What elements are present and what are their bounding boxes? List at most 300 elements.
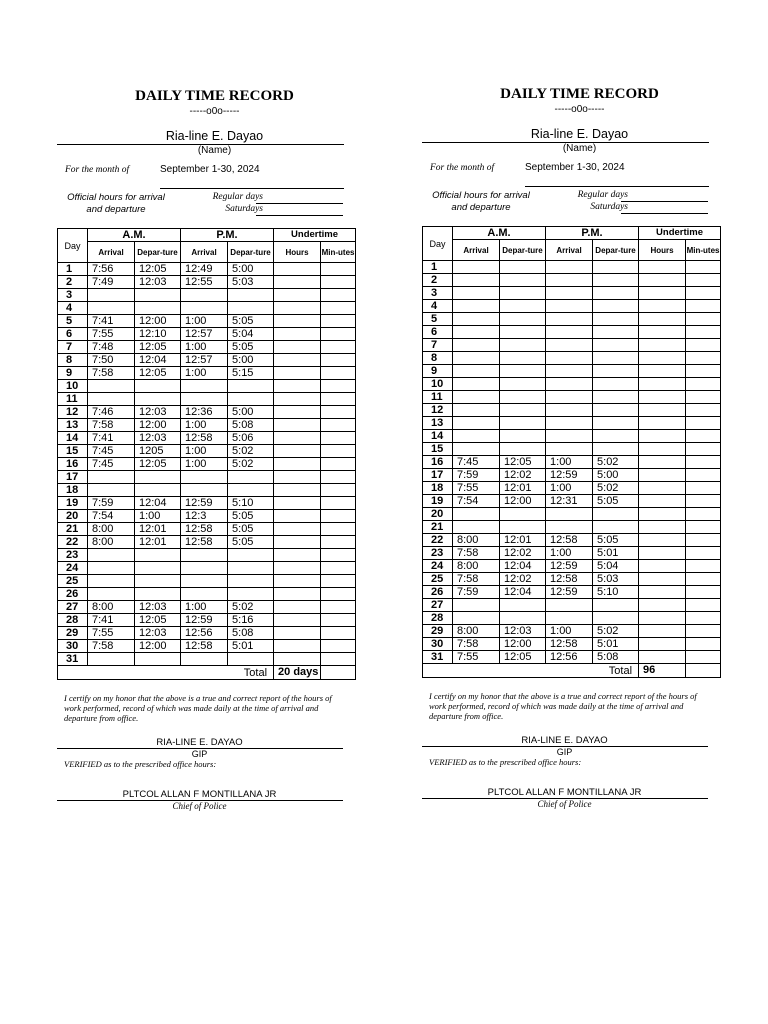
undertime-minutes bbox=[321, 354, 356, 367]
am-departure bbox=[500, 391, 546, 404]
undertime-minutes bbox=[686, 391, 721, 404]
am-departure bbox=[500, 417, 546, 430]
table-row bbox=[423, 573, 721, 586]
am-departure bbox=[500, 612, 546, 625]
am-arrival bbox=[88, 653, 135, 666]
pm-departure: 5:08 bbox=[228, 627, 274, 640]
pm-arrival: 1:00 bbox=[181, 458, 228, 471]
pm-departure bbox=[593, 443, 639, 456]
am-departure bbox=[500, 261, 546, 274]
undertime-minutes bbox=[686, 573, 721, 586]
undertime-minutes bbox=[686, 599, 721, 612]
am-departure: 12:01 bbox=[500, 482, 546, 495]
am-arrival bbox=[453, 599, 500, 612]
am-arrival: 7:46 bbox=[88, 406, 135, 419]
pm-arrival bbox=[546, 430, 593, 443]
pm-departure bbox=[593, 313, 639, 326]
total-label: Total bbox=[58, 666, 274, 680]
am-departure bbox=[500, 300, 546, 313]
pm-departure bbox=[228, 302, 274, 315]
undertime-minutes bbox=[321, 432, 356, 445]
verified-text: VERIFIED as to the prescribed office hours: bbox=[429, 757, 582, 767]
am-arrival bbox=[88, 302, 135, 315]
certification-text: I certify on my honor that the above is a true and correct report of the hours of work performed, record of which was made daily at the time of arrival and departure from office. bbox=[429, 691, 697, 721]
am-arrival bbox=[453, 417, 500, 430]
am-arrival bbox=[453, 300, 500, 313]
pm-departure bbox=[593, 404, 639, 417]
undertime-hours bbox=[639, 534, 686, 547]
table-row bbox=[58, 276, 356, 289]
day-number: 27 bbox=[423, 599, 453, 612]
pm-arrival: 12:58 bbox=[546, 638, 593, 651]
undertime-hours bbox=[274, 497, 321, 510]
pm-arrival bbox=[181, 575, 228, 588]
day-number: 17 bbox=[58, 471, 88, 484]
regular-days-label: Regular days bbox=[212, 192, 263, 202]
month-value: September 1-30, 2024 bbox=[525, 162, 625, 173]
pm-arrival bbox=[546, 508, 593, 521]
pm-arrival: 12:57 bbox=[181, 354, 228, 367]
am-departure: 12:02 bbox=[500, 547, 546, 560]
pm-arrival: 12:58 bbox=[181, 523, 228, 536]
undertime-hours bbox=[274, 419, 321, 432]
am-departure: 12:05 bbox=[135, 341, 181, 354]
undertime-minutes bbox=[321, 497, 356, 510]
day-number: 12 bbox=[58, 406, 88, 419]
undertime-hours bbox=[274, 367, 321, 380]
day-number: 27 bbox=[58, 601, 88, 614]
undertime-minutes bbox=[686, 586, 721, 599]
am-arrival: 7:50 bbox=[88, 354, 135, 367]
pm-arrival: 1:00 bbox=[546, 456, 593, 469]
pm-arrival bbox=[546, 326, 593, 339]
undertime-minutes bbox=[321, 562, 356, 575]
undertime-hours bbox=[639, 287, 686, 300]
am-departure: 12:05 bbox=[135, 614, 181, 627]
pm-arrival: 12:57 bbox=[181, 328, 228, 341]
table-row bbox=[58, 575, 356, 588]
table-row bbox=[423, 547, 721, 560]
header-am: A.M. bbox=[453, 227, 546, 240]
pm-departure: 5:02 bbox=[228, 601, 274, 614]
pm-arrival: 12:58 bbox=[546, 534, 593, 547]
pm-departure: 5:05 bbox=[593, 495, 639, 508]
time-record-table bbox=[57, 228, 356, 680]
pm-departure: 5:02 bbox=[228, 458, 274, 471]
am-arrival: 7:59 bbox=[88, 497, 135, 510]
am-departure: 12:05 bbox=[500, 651, 546, 664]
day-number: 14 bbox=[423, 430, 453, 443]
table-row bbox=[58, 354, 356, 367]
regular-days-line bbox=[621, 201, 708, 202]
pm-departure bbox=[228, 575, 274, 588]
am-arrival: 7:54 bbox=[88, 510, 135, 523]
undertime-minutes bbox=[321, 575, 356, 588]
pm-departure bbox=[593, 508, 639, 521]
am-departure: 12:02 bbox=[500, 573, 546, 586]
undertime-hours bbox=[274, 263, 321, 276]
pm-departure bbox=[228, 289, 274, 302]
pm-arrival bbox=[546, 300, 593, 313]
day-number: 31 bbox=[423, 651, 453, 664]
am-arrival: 7:58 bbox=[88, 367, 135, 380]
undertime-hours bbox=[274, 432, 321, 445]
pm-departure: 5:00 bbox=[228, 263, 274, 276]
am-arrival bbox=[453, 352, 500, 365]
header-pm: P.M. bbox=[546, 227, 639, 240]
am-departure bbox=[500, 274, 546, 287]
pm-arrival: 1:00 bbox=[181, 315, 228, 328]
am-arrival: 7:55 bbox=[453, 651, 500, 664]
pm-arrival: 12:36 bbox=[181, 406, 228, 419]
pm-arrival bbox=[181, 289, 228, 302]
am-arrival bbox=[453, 261, 500, 274]
am-departure bbox=[500, 313, 546, 326]
am-arrival: 7:59 bbox=[453, 469, 500, 482]
am-departure: 12:02 bbox=[500, 469, 546, 482]
pm-departure bbox=[593, 391, 639, 404]
undertime-hours bbox=[274, 588, 321, 601]
pm-arrival: 12:58 bbox=[181, 432, 228, 445]
table-row bbox=[423, 638, 721, 651]
day-number: 31 bbox=[58, 653, 88, 666]
undertime-hours bbox=[274, 289, 321, 302]
undertime-minutes bbox=[686, 482, 721, 495]
am-arrival bbox=[88, 588, 135, 601]
undertime-hours bbox=[639, 508, 686, 521]
am-arrival bbox=[88, 484, 135, 497]
pm-departure: 5:02 bbox=[593, 456, 639, 469]
undertime-hours bbox=[639, 521, 686, 534]
pm-arrival bbox=[546, 417, 593, 430]
pm-departure bbox=[593, 521, 639, 534]
title-ornament: -----o0o----- bbox=[189, 106, 240, 117]
day-number: 4 bbox=[58, 302, 88, 315]
header-am-departure: Depar-ture bbox=[135, 242, 181, 263]
undertime-minutes bbox=[321, 536, 356, 549]
header-day: Day bbox=[423, 227, 453, 261]
am-arrival: 7:49 bbox=[88, 276, 135, 289]
table-row bbox=[58, 601, 356, 614]
table-row bbox=[58, 523, 356, 536]
official-hours-label: Official hours for arrival and departure bbox=[432, 190, 530, 213]
day-number: 18 bbox=[58, 484, 88, 497]
pm-arrival bbox=[181, 653, 228, 666]
am-arrival: 7:59 bbox=[453, 586, 500, 599]
undertime-hours bbox=[274, 510, 321, 523]
table-row bbox=[58, 367, 356, 380]
am-arrival bbox=[453, 404, 500, 417]
day-number: 10 bbox=[423, 378, 453, 391]
header-pm: P.M. bbox=[181, 229, 274, 242]
name-caption: (Name) bbox=[197, 145, 232, 156]
am-arrival bbox=[453, 508, 500, 521]
day-number: 1 bbox=[423, 261, 453, 274]
undertime-minutes bbox=[321, 315, 356, 328]
undertime-hours bbox=[639, 651, 686, 664]
day-number: 10 bbox=[58, 380, 88, 393]
table-row bbox=[423, 469, 721, 482]
pm-departure: 5:04 bbox=[228, 328, 274, 341]
am-departure bbox=[500, 599, 546, 612]
am-departure bbox=[135, 289, 181, 302]
undertime-minutes bbox=[686, 534, 721, 547]
undertime-hours bbox=[639, 417, 686, 430]
pm-arrival: 1:00 bbox=[181, 601, 228, 614]
day-number: 22 bbox=[58, 536, 88, 549]
am-departure bbox=[135, 549, 181, 562]
pm-arrival bbox=[546, 365, 593, 378]
day-number: 3 bbox=[58, 289, 88, 302]
undertime-minutes bbox=[686, 638, 721, 651]
am-arrival bbox=[453, 443, 500, 456]
pm-departure bbox=[593, 378, 639, 391]
undertime-minutes bbox=[686, 495, 721, 508]
undertime-minutes bbox=[686, 430, 721, 443]
am-arrival: 8:00 bbox=[88, 601, 135, 614]
am-arrival: 7:55 bbox=[88, 627, 135, 640]
day-number: 11 bbox=[58, 393, 88, 406]
official-hours-row bbox=[422, 190, 722, 220]
am-arrival: 8:00 bbox=[453, 560, 500, 573]
pm-departure: 5:05 bbox=[228, 536, 274, 549]
am-departure: 12:10 bbox=[135, 328, 181, 341]
am-departure: 12:04 bbox=[135, 497, 181, 510]
pm-arrival: 12:59 bbox=[181, 497, 228, 510]
day-number: 23 bbox=[423, 547, 453, 560]
am-departure: 12:05 bbox=[135, 367, 181, 380]
official-hours-label: Official hours for arrival and departure bbox=[67, 192, 165, 215]
undertime-minutes bbox=[321, 627, 356, 640]
table-row bbox=[423, 287, 721, 300]
undertime-minutes bbox=[321, 263, 356, 276]
pm-arrival: 12:59 bbox=[546, 469, 593, 482]
undertime-minutes bbox=[686, 456, 721, 469]
pm-departure bbox=[593, 417, 639, 430]
undertime-minutes bbox=[321, 614, 356, 627]
am-arrival: 8:00 bbox=[453, 625, 500, 638]
saturdays-label: Saturdays bbox=[590, 202, 628, 212]
am-arrival: 7:58 bbox=[88, 419, 135, 432]
undertime-hours bbox=[639, 365, 686, 378]
pm-arrival bbox=[546, 352, 593, 365]
table-row bbox=[58, 458, 356, 471]
am-arrival bbox=[453, 521, 500, 534]
am-departure bbox=[500, 365, 546, 378]
am-departure bbox=[135, 302, 181, 315]
pm-arrival bbox=[546, 599, 593, 612]
table-row bbox=[58, 510, 356, 523]
pm-arrival: 12:55 bbox=[181, 276, 228, 289]
am-arrival: 7:54 bbox=[453, 495, 500, 508]
am-arrival: 8:00 bbox=[88, 523, 135, 536]
table-row bbox=[423, 651, 721, 664]
undertime-hours bbox=[639, 638, 686, 651]
undertime-minutes bbox=[686, 261, 721, 274]
am-departure bbox=[500, 508, 546, 521]
pm-departure: 5:02 bbox=[593, 482, 639, 495]
undertime-hours bbox=[639, 378, 686, 391]
pm-departure: 5:00 bbox=[228, 354, 274, 367]
table-row bbox=[58, 484, 356, 497]
am-departure bbox=[500, 443, 546, 456]
table-row bbox=[423, 482, 721, 495]
am-arrival bbox=[88, 471, 135, 484]
header-pm-arrival: Arrival bbox=[181, 242, 228, 263]
undertime-minutes bbox=[686, 469, 721, 482]
undertime-minutes bbox=[686, 547, 721, 560]
pm-departure: 5:10 bbox=[228, 497, 274, 510]
certification-text: I certify on my honor that the above is a true and correct report of the hours of work performed, record of which was made daily at the time of arrival and departure from office. bbox=[64, 693, 332, 723]
am-departure bbox=[500, 378, 546, 391]
signatory-name: RIA-LINE E. DAYAO bbox=[521, 735, 608, 746]
undertime-hours bbox=[639, 482, 686, 495]
undertime-minutes bbox=[321, 341, 356, 354]
undertime-hours bbox=[639, 573, 686, 586]
undertime-minutes bbox=[321, 471, 356, 484]
undertime-hours bbox=[274, 523, 321, 536]
undertime-hours bbox=[639, 456, 686, 469]
month-underline bbox=[160, 188, 344, 189]
table-row bbox=[58, 393, 356, 406]
header-undertime: Undertime bbox=[274, 229, 356, 242]
undertime-hours bbox=[639, 625, 686, 638]
am-departure: 12:00 bbox=[135, 640, 181, 653]
am-departure: 12:04 bbox=[500, 586, 546, 599]
dtr-title: DAILY TIME RECORD bbox=[135, 88, 294, 104]
pm-departure bbox=[228, 471, 274, 484]
am-departure: 12:01 bbox=[135, 536, 181, 549]
undertime-minutes bbox=[321, 549, 356, 562]
am-arrival bbox=[453, 326, 500, 339]
pm-arrival bbox=[181, 562, 228, 575]
day-number: 11 bbox=[423, 391, 453, 404]
day-number: 19 bbox=[58, 497, 88, 510]
am-arrival bbox=[88, 380, 135, 393]
pm-departure: 5:01 bbox=[593, 638, 639, 651]
day-number: 20 bbox=[58, 510, 88, 523]
table-row bbox=[423, 534, 721, 547]
pm-arrival: 1:00 bbox=[546, 547, 593, 560]
undertime-minutes bbox=[321, 328, 356, 341]
header-minutes: Min-utes bbox=[321, 242, 356, 263]
table-row bbox=[58, 536, 356, 549]
day-number: 15 bbox=[58, 445, 88, 458]
undertime-minutes bbox=[321, 601, 356, 614]
table-row bbox=[423, 443, 721, 456]
pm-arrival bbox=[181, 471, 228, 484]
dtr-form-right bbox=[422, 86, 722, 809]
pm-departure: 5:05 bbox=[593, 534, 639, 547]
undertime-hours bbox=[274, 458, 321, 471]
am-arrival bbox=[453, 339, 500, 352]
table-row bbox=[58, 328, 356, 341]
pm-departure bbox=[228, 393, 274, 406]
table-row bbox=[423, 508, 721, 521]
header-am: A.M. bbox=[88, 229, 181, 242]
day-number: 5 bbox=[58, 315, 88, 328]
day-number: 6 bbox=[58, 328, 88, 341]
pm-departure bbox=[593, 287, 639, 300]
am-arrival bbox=[453, 612, 500, 625]
am-departure: 12:01 bbox=[135, 523, 181, 536]
table-row bbox=[58, 419, 356, 432]
table-row bbox=[58, 406, 356, 419]
undertime-minutes bbox=[321, 419, 356, 432]
day-number: 9 bbox=[423, 365, 453, 378]
day-number: 18 bbox=[423, 482, 453, 495]
am-arrival: 7:41 bbox=[88, 315, 135, 328]
am-departure bbox=[500, 521, 546, 534]
pm-departure bbox=[593, 274, 639, 287]
header-day: Day bbox=[58, 229, 88, 263]
am-departure bbox=[135, 588, 181, 601]
month-label: For the month of bbox=[65, 165, 130, 175]
am-departure bbox=[135, 393, 181, 406]
day-number: 13 bbox=[58, 419, 88, 432]
pm-departure: 5:06 bbox=[228, 432, 274, 445]
pm-arrival: 12:56 bbox=[181, 627, 228, 640]
am-departure: 12:03 bbox=[135, 627, 181, 640]
day-number: 12 bbox=[423, 404, 453, 417]
table-row bbox=[423, 313, 721, 326]
table-row bbox=[423, 352, 721, 365]
am-arrival: 7:58 bbox=[453, 547, 500, 560]
pm-arrival: 12:58 bbox=[546, 573, 593, 586]
undertime-hours bbox=[639, 261, 686, 274]
undertime-minutes bbox=[321, 653, 356, 666]
undertime-hours bbox=[639, 404, 686, 417]
pm-arrival bbox=[181, 302, 228, 315]
day-number: 13 bbox=[423, 417, 453, 430]
undertime-hours bbox=[639, 599, 686, 612]
table-row bbox=[423, 625, 721, 638]
day-number: 2 bbox=[423, 274, 453, 287]
total-label: Total bbox=[423, 664, 639, 678]
pm-arrival bbox=[181, 484, 228, 497]
pm-arrival: 12:31 bbox=[546, 495, 593, 508]
am-departure: 12:05 bbox=[135, 263, 181, 276]
pm-departure: 5:02 bbox=[593, 625, 639, 638]
am-arrival: 7:58 bbox=[88, 640, 135, 653]
pm-departure bbox=[593, 339, 639, 352]
table-row bbox=[423, 391, 721, 404]
pm-arrival bbox=[181, 393, 228, 406]
am-departure bbox=[135, 484, 181, 497]
undertime-minutes bbox=[321, 510, 356, 523]
pm-departure: 5:02 bbox=[228, 445, 274, 458]
day-number: 4 bbox=[423, 300, 453, 313]
undertime-minutes bbox=[321, 445, 356, 458]
undertime-hours bbox=[274, 575, 321, 588]
pm-departure: 5:01 bbox=[593, 547, 639, 560]
table-row bbox=[423, 378, 721, 391]
pm-departure bbox=[593, 365, 639, 378]
am-departure: 12:00 bbox=[500, 638, 546, 651]
undertime-minutes bbox=[321, 289, 356, 302]
am-arrival bbox=[88, 393, 135, 406]
pm-arrival: 12:3 bbox=[181, 510, 228, 523]
am-departure: 12:03 bbox=[135, 276, 181, 289]
undertime-hours bbox=[274, 627, 321, 640]
saturdays-label: Saturdays bbox=[225, 204, 263, 214]
table-row bbox=[423, 456, 721, 469]
undertime-minutes bbox=[686, 339, 721, 352]
am-arrival bbox=[88, 575, 135, 588]
pm-departure: 5:01 bbox=[228, 640, 274, 653]
pm-arrival bbox=[546, 443, 593, 456]
undertime-hours bbox=[274, 640, 321, 653]
